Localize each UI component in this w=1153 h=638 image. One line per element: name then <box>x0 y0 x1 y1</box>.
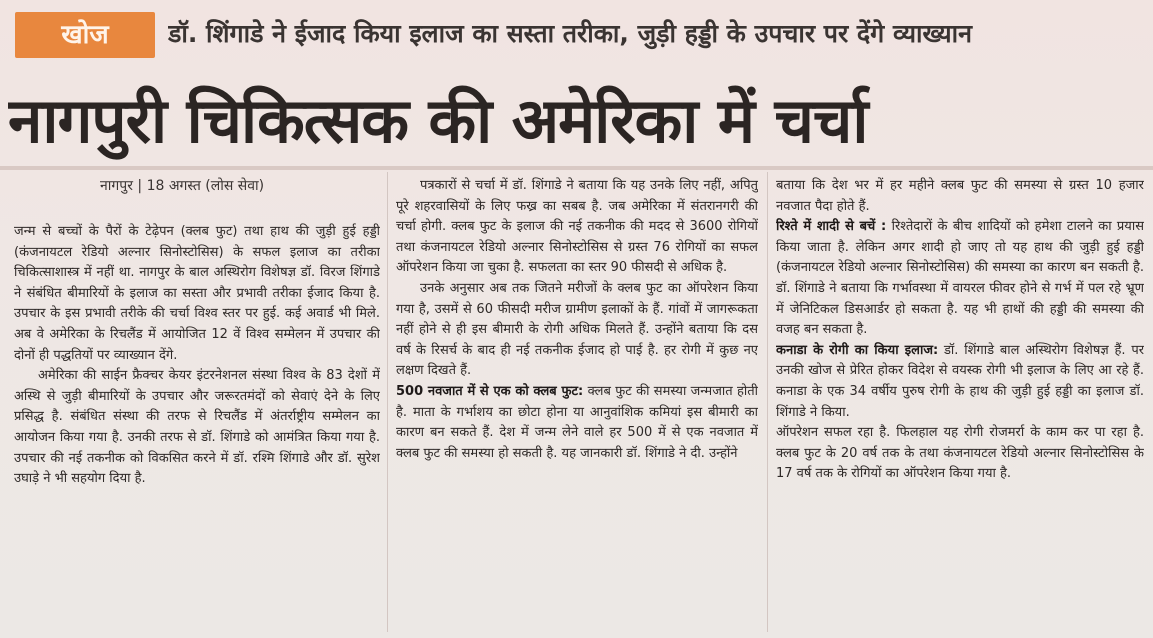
paragraph: ऑपरेशन सफल रहा है. फिलहाल यह रोगी रोजमर्रा के काम कर पा रहा है. क्लब फुट के 20 वर्ष तक के तथा कंजनायटल रेडियो अल्नार सिनोस्टोसिस के 17 वर्ष तक के रोगियों का ऑपरेशन किया गया है. <box>776 425 1144 482</box>
paragraph <box>776 341 1144 423</box>
kicker-row <box>0 0 1153 72</box>
dateline: नागपुर | 18 अगस्त (लोस सेवा) <box>100 178 265 194</box>
headline: नागपुरी चिकित्सक की अमेरिका में चर्चा <box>8 84 868 157</box>
column-divider <box>767 172 768 632</box>
paragraph: बताया कि देश भर में हर महीने क्लब फुट की समस्या से ग्रस्त 10 हजार नवजात पैदा होते हैं. <box>776 178 1144 214</box>
subheading: रिश्ते में शादी से बचें : <box>776 219 887 235</box>
headline-rule <box>0 166 1153 170</box>
paragraph: अमेरिका की साईन फ्रैक्चर केयर इंटरनेशनल संस्था विश्व के 83 देशों में अस्थि से जुड़ी बीमारियों के उपचार और जरूरतमंदों को सेवाएं देने के लिए प्रसिद्ध है. संबंधित संस्था की तरफ से रिचलैंड में अंतर्राष्ट्रीय सम्मेलन का आयोजन किया गया है. उनकी तरफ से डॉ. शिंगाडे को आमंत्रित किया गया है. उपचार की नई तकनीक को विकसित करने में डॉ. रश्मि शिंगाडे और डॉ. सुरेश उघाड़े ने भी सहयोग दिया है. <box>14 368 380 487</box>
paragraph <box>776 217 1144 341</box>
kicker-tag: खोज <box>15 12 155 58</box>
paragraph-text: क्लब फुट की समस्या जन्मजात होती है. माता के गर्भाशय का छोटा होना या आनुवांशिक कमियां इस बीमारी का कारण बन सकते हैं. देश में जन्म लेने वाले हर 500 में से एक नवजात में क्लब फुट की समस्या हो सकती है. यह जानकारी डॉ. शिंगाडे ने दी. उन्होंने <box>396 383 758 461</box>
article-column-1 <box>14 222 380 632</box>
paragraph <box>396 382 758 464</box>
kicker-subheadline: डॉ. शिंगाडे ने ईजाद किया इलाज का सस्ता तरीका, जुड़ी हड्डी के उपचार पर देंगे व्याख्यान <box>168 19 972 48</box>
paragraph-text: रिश्तेदारों के बीच शादियों को हमेशा टालने का प्रयास किया जाता है. लेकिन अगर शादी हो जाए तो यह हाथ की जुड़ी हुई हड्डी (कंजनायटल रेडियो अल्नार सिनोस्टोसिस) की समस्या का कारण बन सकती है. डॉ. शिंगाडे ने बताया कि गर्भावस्था में वायरल फीवर होने से गर्भ में पल रहे भ्रूण में जेनिटिकल डिसआर्डर हो सकता है. यह भी हाथों की हड्डी की समस्या की वजह बन सकता है. <box>776 219 1144 338</box>
subheading: कनाडा के रोगी का किया इलाज: <box>776 342 939 358</box>
paragraph: पत्रकारों से चर्चा में डॉ. शिंगाडे ने बताया कि यह उनके लिए नहीं, अपितु पूरे शहरवासियों के लिए फख्र का सबब है. जब अमेरिका में संतरानगरी की चर्चा होगी. क्लब फुट के इलाज की नई तकनीक की मदद से 3600 रोगियों तथा कंजनायटल रेडियो अल्नार सिनोस्टोसिस से ग्रस्त 76 रोगियों का सफल ऑपरेशन किया जा चुका है. सफलता का स्तर 90 फीसदी से अधिक है. <box>396 178 758 276</box>
column-divider <box>387 172 388 632</box>
paragraph-text: डॉ. शिंगाडे बाल अस्थिरोग विशेषज्ञ हैं. पर उनकी खोज से प्रेरित होकर विदेश से वयस्क रोगी भी इलाज के लिए आ रहे हैं. कनाडा के एक 34 वर्षीय पुरुष रोगी के हाथ की जुड़ी हुई हड्डी का इलाज डॉ. शिंगाडे ने किया. <box>776 342 1144 420</box>
paragraph: जन्म से बच्चों के पैरों के टेढ़ेपन (क्लब फुट) तथा हाथ की जुड़ी हुई हड्डी (कंजनायटल रेडियो अल्नार सिनोस्टोसिस) के सफल इलाज का तरीका चिकित्साशास्त्र में नहीं था. नागपुर के बाल अस्थिरोग विशेषज्ञ डॉ. विरज शिंगाडे ने संबंधित बीमारियों के इलाज का सस्ता और प्रभावी तरीका ईजाद किया है. उपचार के इस प्रभावी तरीके की चर्चा विश्व स्तर पर हुई. कई अवार्ड भी मिले. अब वे अमेरिका के रिचलैंड में आयोजित 12 वें विश्व सम्मेलन में उपचार की दोनों ही पद्धतियों पर व्याख्यान देंगे. <box>14 224 380 363</box>
paragraph: उनके अनुसार अब तक जितने मरीजों के क्लब फुट का ऑपरेशन किया गया है, उसमें से 60 फीसदी मरीज ग्रामीण इलाकों के हैं. गांवों में जागरूकता नहीं होने से ही इस बीमारी के रोगी अधिक मिलते हैं. उन्होंने बताया कि दस वर्ष के रिसर्च के बाद ही नई तकनीक ईजाद हो पाई है. हर रोगी में कुछ नए लक्षण दिखते हैं. <box>396 280 758 379</box>
subheading: 500 नवजात में से एक को क्लब फुट: <box>396 383 584 399</box>
article-column-3 <box>776 176 1144 632</box>
article-column-2 <box>396 176 758 632</box>
